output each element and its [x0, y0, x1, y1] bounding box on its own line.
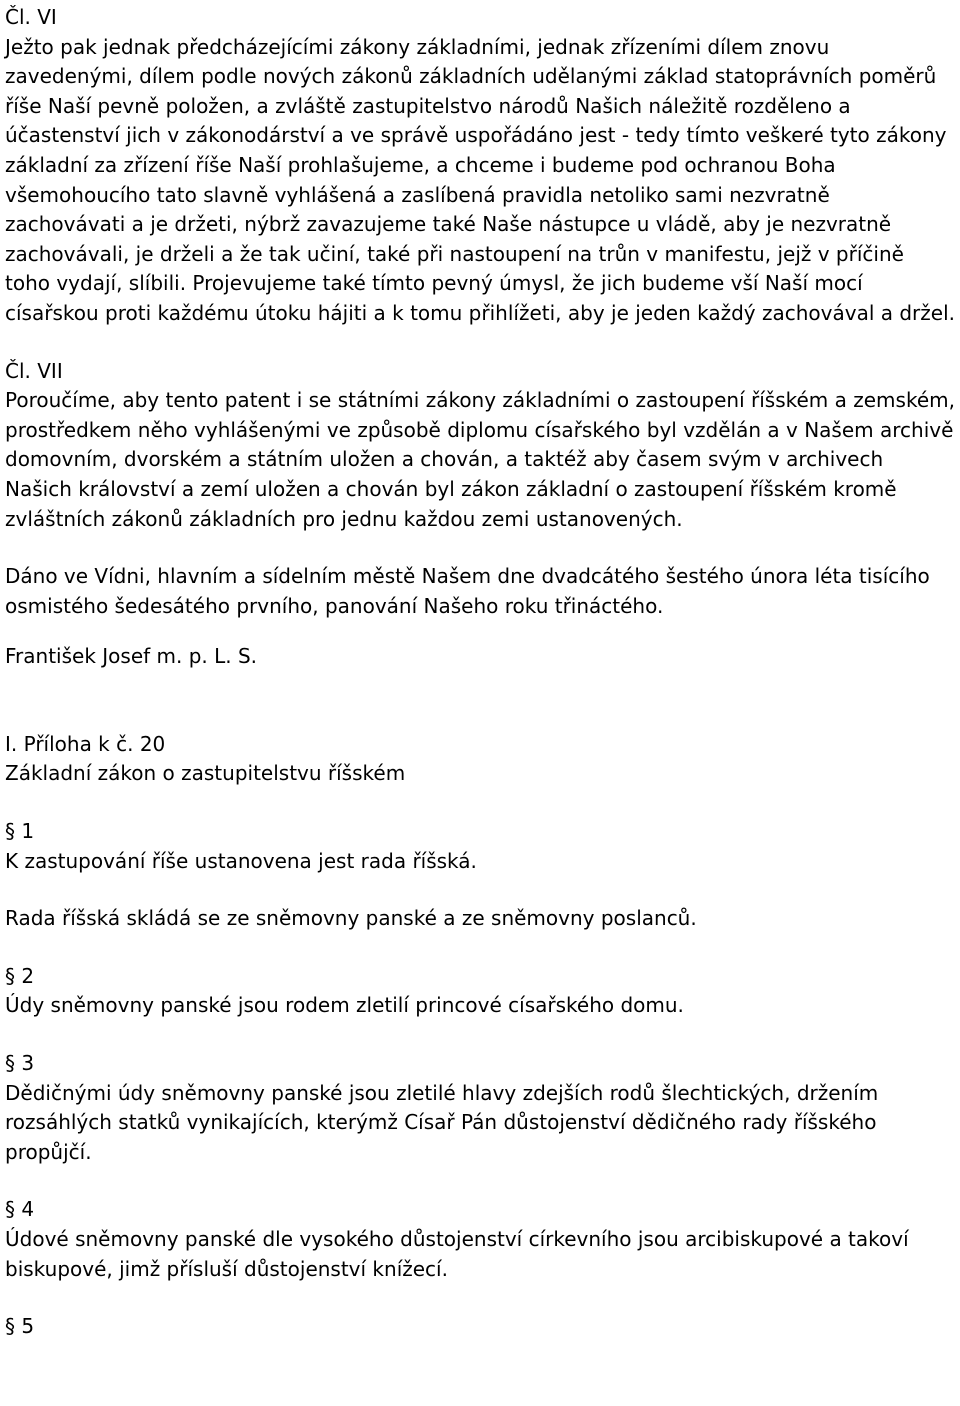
section-paragraph: Rada říšská skládá se ze sněmovny panské a ze sněmovny poslanců.: [5, 906, 697, 931]
annex-title: Základní zákon o zastupitelstvu říšském: [5, 761, 406, 786]
section-mark: § 5: [5, 1314, 35, 1339]
annex-heading: I. Příloha k č. 20: [5, 731, 166, 756]
spacer: [5, 534, 955, 562]
spacer: [5, 1021, 955, 1049]
spacer: [5, 621, 955, 642]
article-vi-heading: Čl. VI: [5, 5, 57, 29]
spacer: [5, 934, 955, 962]
spacer: [5, 876, 955, 904]
section-paragraph: Údové sněmovny panské dle vysokého důstojenství církevního jsou arcibiskupové a takoví biskupové, jimž přísluší důstojenství knížecí.: [5, 1227, 909, 1281]
section-paragraph: Údy sněmovny panské jsou rodem zletilí princové císařského domu.: [5, 993, 684, 1018]
spacer: [5, 329, 955, 357]
spacer: [5, 1167, 955, 1195]
section-mark: § 2: [5, 963, 35, 988]
article-vii-text: Poroučíme, aby tento patent i se státními zákony základními o zastoupení říšském a zemském, prostředkem něho vyhlášenými ve způsobě diplomu císařského byl vzdělán a v Našem archivě domovním, dvorském a státním uložen a chován, a taktéž aby časem svým v archivech Našich království a zemí uložen a chován byl zákon základní o zastoupení říšském kromě zvláštních zákonů základních pro jednu každou zemi ustanovených.: [5, 388, 955, 531]
spacer: [5, 789, 955, 817]
dated-paragraph: Dáno ve Vídni, hlavním a sídelním městě Našem dne dvadcátého šestého února léta tisícího osmistého šedesátého prvního, panování Našeho roku třináctého.: [5, 564, 930, 618]
article-vi-text: Ježto pak jednak předcházejícími zákony základními, jednak zřízeními dílem znovu zavedenými, dílem podle nových zákonů základních udělanými základ statoprávních poměrů říše Naší pevně položen, a zvláště zastupitelstvo národů Našich náležitě rozděleno a účastenství jich v zákonodárství a ve správě uspořádáno jest - tedy tímto veškeré tyto zákony základní za zřízení říše Naší prohlašujeme, a chceme i budeme pod ochranou Boha všemohoucího tato slavně vyhlášená a zaslíbená pravidla netoliko sami nezvratně zachovávati a je držeti, nýbrž zavazujeme také Naše nástupce u vládě, aby je nezvratně zachovávali, je drželi a že tak učiní, také při nastoupení na trůn v manifestu, jejž v příčině toho vydají, slíbili. Projevujeme také tímto pevný úmysl, že jich budeme vší Naší mocí císařskou proti každému útoku hájiti a k tomu přihlížeti, aby je jeden každý zachovával a držel.: [5, 34, 955, 325]
section-mark: § 3: [5, 1051, 35, 1076]
spacer: [5, 1284, 955, 1312]
section-mark: § 1: [5, 819, 35, 844]
signature: František Josef m. p. L. S.: [5, 644, 258, 669]
spacer: [5, 672, 955, 730]
article-vii-heading: Čl. VII: [5, 358, 63, 383]
section-mark: § 4: [5, 1197, 35, 1222]
section-paragraph: Dědičnými údy sněmovny panské jsou zletilé hlavy zdejších rodů šlechtických, držením rozsáhlých statků vynikajících, kterýmž Císař Pán důstojenství dědičného rady říšského propůjčí.: [5, 1080, 879, 1164]
section-paragraph: K zastupování říše ustanovena jest rada říšská.: [5, 848, 477, 873]
document-page: [5, 3, 955, 1342]
